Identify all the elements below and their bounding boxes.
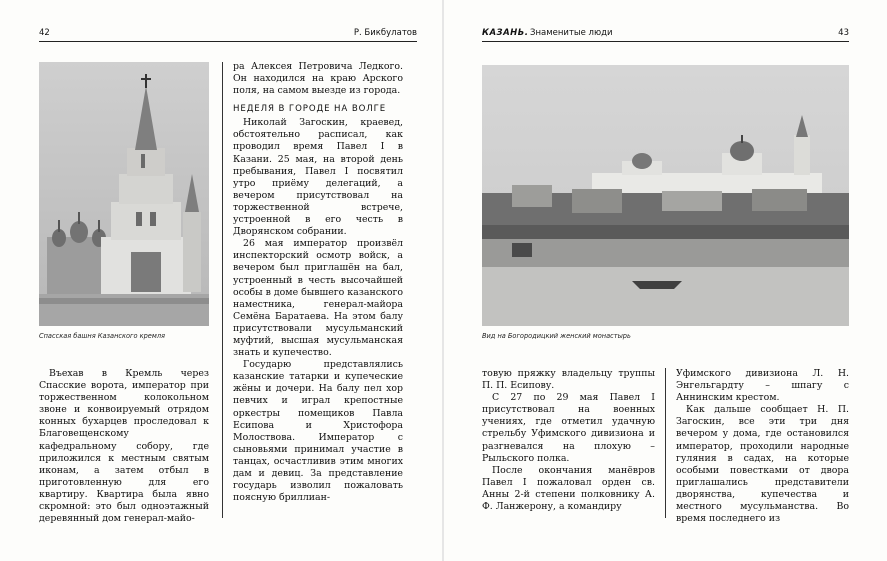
page-number-right: 43 <box>838 28 849 38</box>
paragraph: 26 мая император произвёл инспекторский осмотр войск, а вечером был приглашён на бал, устроенный в честь высочайшей особы в доме бывшего казанского наместника, генерал-майора Семёна Баратаева. На этом балу присутствовали мусульманский муфтий, высшая мусульманская знать и купечество. <box>233 238 404 359</box>
paragraph: товую пряжку владельцу труппы П. П. Есипову. <box>482 368 655 392</box>
section-subheading: НЕДЕЛЯ В ГОРОДЕ НА ВОЛГЕ <box>233 104 387 115</box>
column-rule-left <box>222 62 223 518</box>
right-page-first-column <box>482 368 655 513</box>
header-rule-left <box>39 41 417 42</box>
right-page-second-column <box>676 368 849 525</box>
left-page-right-column <box>233 61 403 504</box>
paragraph: С 27 по 29 мая Павел I присутствовал на военных учениях, где отметил удачную стрельбу Уфимского дивизиона и разгневался на плохую – Рыльского полка. <box>482 392 655 464</box>
paragraph: Николай Загоскин, краевед, обстоятельно расписал, как проводил время Павел I в Казани. 25 мая, на второй день пребывания, Павел I посвятил утро приёму делегаций, а вечером присутствовал на торжественной встрече, устроенной в его честь в Дворянском собрании. <box>233 117 403 238</box>
right-page <box>444 0 887 561</box>
left-page <box>0 0 443 561</box>
paragraph: ра Алексея Петровича Ледкого. Он находился на краю Арского поля, на самом выезде из города. <box>233 61 403 97</box>
running-head-right: Знаменитые люди <box>530 28 613 38</box>
running-head-left: Р. Бикбулатов <box>353 28 417 38</box>
paragraph: После окончания манёвров Павел I пожаловал орден св. Анны 2-й степени полковнику А. Ф. Ланжерону, а командиру <box>482 464 655 513</box>
tower-photo <box>39 62 209 326</box>
monastery-photo-caption: Вид на Богородицкий женский монастырь <box>482 332 631 340</box>
tower-photo-caption: Спасская башня Казанского кремля <box>39 332 166 340</box>
paragraph: Как дальше сообщает Н. П. Загоскин, все эти три дня вечером у дома, где остановился император, проходили народные гуляния в садах, на которые особыми повестками от двора приглашались представители дворянства, купечества и местного мусульманства. Во время последнего из <box>676 404 849 525</box>
header-rule-right <box>482 41 849 42</box>
paragraph: Уфимского дивизиона Л. Н. Энгельгардту – шпагу с Аннинским крестом. <box>676 368 849 404</box>
paragraph: Государю представлялись казанские татарки и купеческие жёны и дочери. На балу пел хор певчих и играл крепостные оркестры помещиков Павла Есипова и Христофора Молоствова. Император с сыновьями принимал участие в танцах, осчастливив этим многих дам и девиц. За представление государь изволил пожаловать поясную бриллиан- <box>233 359 403 504</box>
running-head-brand: КАЗАНЬ. <box>482 28 529 38</box>
page-number-left: 42 <box>39 28 50 38</box>
column-rule-right <box>665 368 666 518</box>
paragraph: Въехав в Кремль через Спасские ворота, император при торжественном колокольном звоне и конвоируемый отрядом конных бухарцев проследовал к Благовещенскому кафедральному собору, где приложился к местным святым иконам, а затем отбыл в приготовленную для его квартиру. Квартира была явно скромной: это был одноэтажный деревянный дом генерал-майо- <box>39 368 209 525</box>
left-page-left-column <box>39 368 209 525</box>
monastery-photo <box>482 65 849 326</box>
